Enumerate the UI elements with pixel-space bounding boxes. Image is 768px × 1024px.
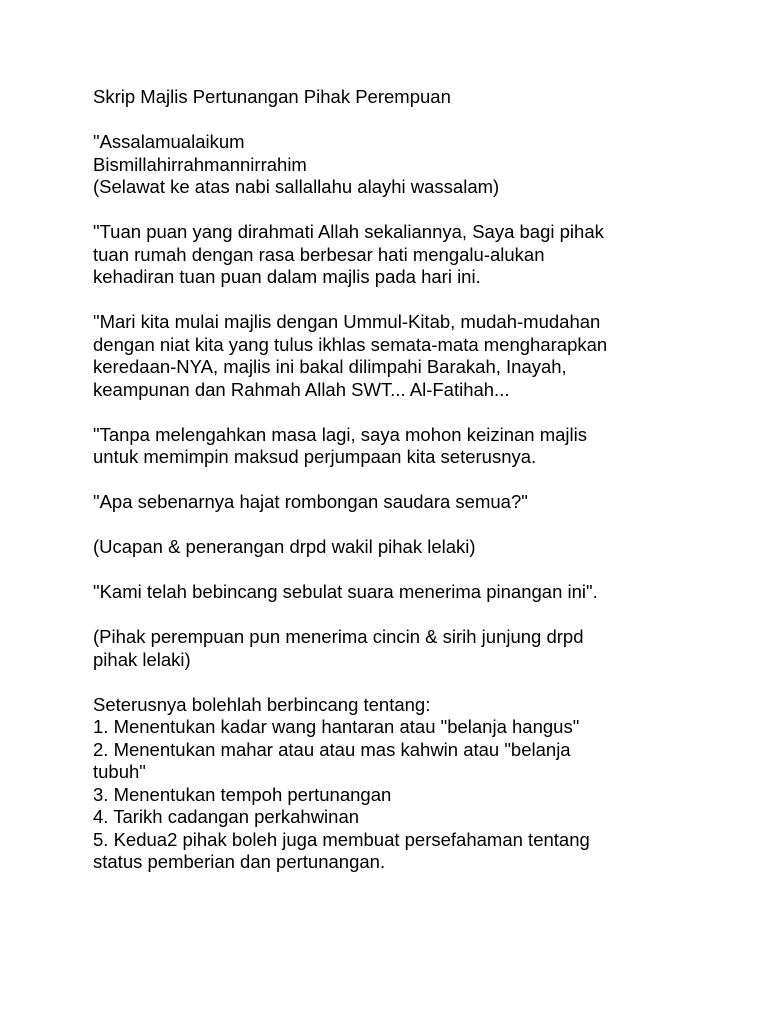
fatihah-paragraph [93, 311, 693, 401]
list-item [93, 716, 693, 739]
list-item-line: 5. Kedua2 pihak boleh juga membuat persefahaman tentang [93, 828, 590, 850]
question-paragraph [93, 491, 693, 514]
welcome-line: tuan rumah dengan rasa berbesar hati mengalu-alukan [93, 243, 545, 265]
list-item [93, 784, 693, 807]
ring-exchange-note [93, 626, 693, 671]
welcome-paragraph [93, 221, 693, 289]
permission-line: "Tanpa melengahkan masa lagi, saya mohon keizinan majlis [93, 423, 588, 445]
permission-paragraph [93, 424, 693, 469]
fatihah-line: dengan niat kita yang tulus ikhlas semata-mata mengharapkan [93, 333, 608, 355]
question-line: "Apa sebenarnya hajat rombongan saudara semua?" [93, 491, 528, 512]
list-item [93, 829, 693, 874]
list-item [93, 739, 693, 784]
groom-side-speech-note [93, 536, 693, 559]
ring-note-line: pihak lelaki) [93, 648, 191, 670]
discussion-list [93, 716, 693, 874]
discussion-section [93, 694, 693, 874]
list-item-line: 4. Tarikh cadangan perkahwinan [93, 806, 360, 827]
list-item-line: 2. Menentukan mahar atau atau mas kahwin atau "belanja [93, 738, 571, 760]
basmalah-line: Bismillahirrahmannirrahim [93, 153, 307, 175]
opening-greeting [93, 131, 693, 199]
selawat-line: (Selawat ke atas nabi sallallahu alayhi wassalam) [93, 176, 500, 197]
list-item-line: 1. Menentukan kadar wang hantaran atau "belanja hangus" [93, 716, 580, 737]
list-item-line: tubuh" [93, 761, 146, 782]
document-title [93, 86, 693, 109]
discussion-intro: Seterusnya bolehlah berbincang tentang: [93, 693, 431, 715]
ring-note-line: (Pihak perempuan pun menerima cincin & sirih junjung drpd [93, 626, 584, 647]
document-body [93, 86, 693, 896]
welcome-line: kehadiran tuan puan dalam majlis pada hari ini. [93, 266, 481, 287]
fatihah-line: keampunan dan Rahmah Allah SWT... Al-Fatihah... [93, 378, 510, 400]
permission-line: untuk memimpin maksud perjumpaan kita seterusnya. [93, 446, 537, 467]
speech-note-line: (Ucapan & penerangan drpd wakil pihak lelaki) [93, 536, 476, 557]
fatihah-line: keredaan-NYA, majlis ini bakal dilimpahi Barakah, Inayah, [93, 356, 567, 377]
list-item [93, 806, 693, 829]
title-line: Skrip Majlis Pertunangan Pihak Perempuan [93, 86, 451, 107]
list-item-line: 3. Menentukan tempoh pertunangan [93, 783, 392, 805]
fatihah-line: "Mari kita mulai majlis dengan Ummul-Kitab, mudah-mudahan [93, 311, 601, 332]
acceptance-line: "Kami telah bebincang sebulat suara menerima pinangan ini". [93, 581, 598, 602]
acceptance-paragraph [93, 581, 693, 604]
greeting-line: "Assalamualaikum [93, 131, 245, 152]
list-item-line: status pemberian dan pertunangan. [93, 851, 386, 872]
welcome-line: "Tuan puan yang dirahmati Allah sekaliannya, Saya bagi pihak [93, 221, 604, 242]
